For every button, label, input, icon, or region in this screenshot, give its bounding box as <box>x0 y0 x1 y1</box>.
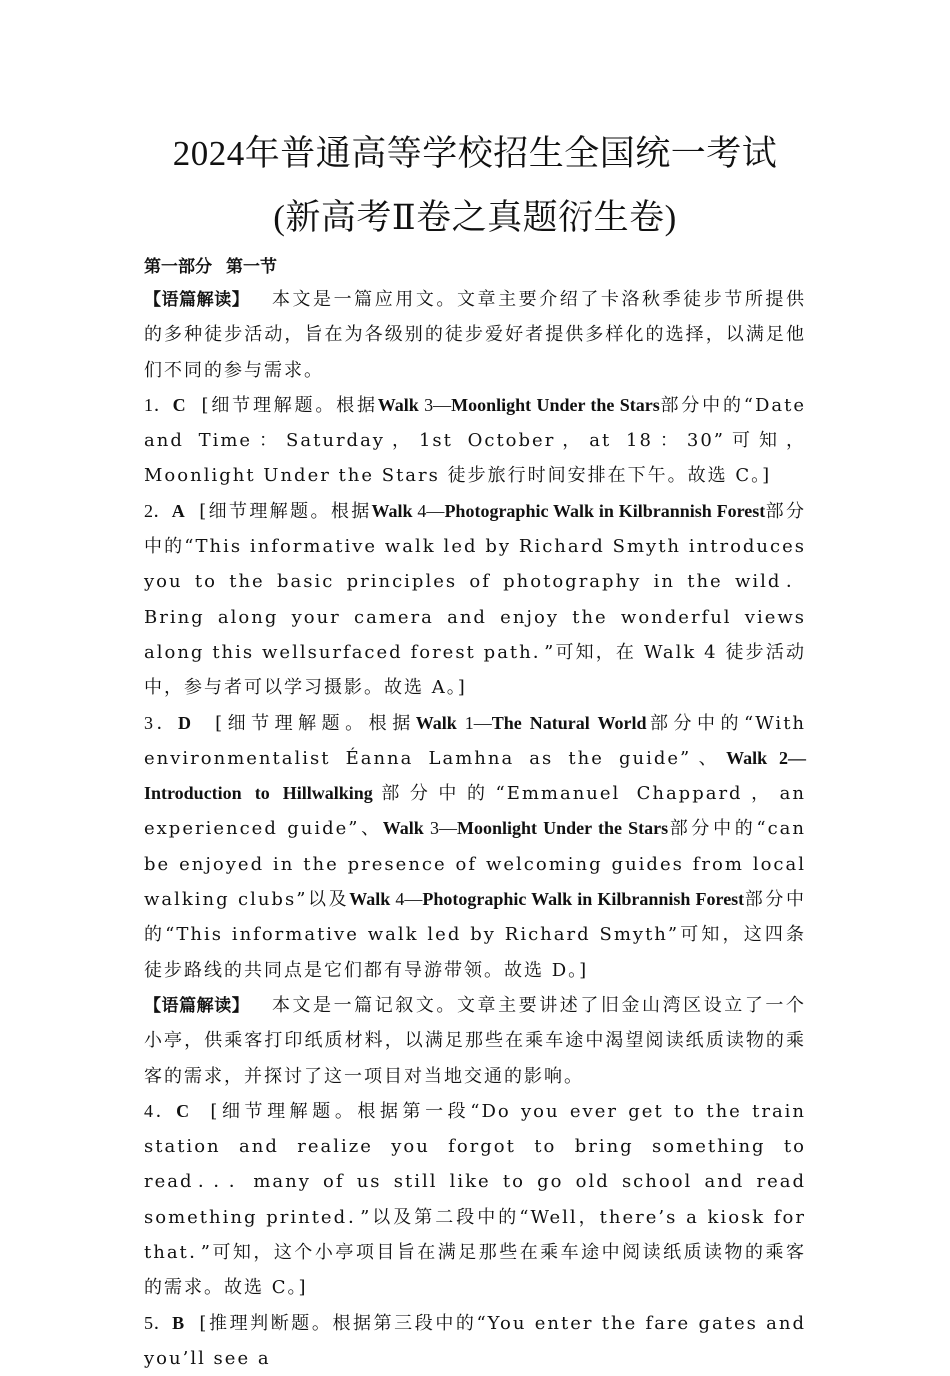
answer-q4 <box>144 1094 806 1306</box>
explanation-bold: Photographic Walk in Kilbrannish Forest <box>422 889 745 910</box>
summary-text: 本文是一篇记叙文。文章主要讲述了旧金山湾区设立了一个小亭，供乘客打印纸质材料，以满足那些在乘车途中渴望阅读纸质读物的乘客的需求，并探讨了这一项目对当地交通的影响。 <box>144 994 806 1087</box>
answer-letter: B <box>172 1312 185 1333</box>
explanation-text: 部分中的“Date and Time：Saturday，1st October，at 18：30”可知，Moonlight Under the Stars 徒步旅行时间安排在下午。故选 C。] <box>144 394 807 487</box>
explanation-bold: Walk <box>377 394 419 415</box>
explanation-text: 3— <box>418 394 452 415</box>
explanation-text: 4— <box>390 889 423 910</box>
explanation-text: [细节理解题。根据 <box>199 500 372 522</box>
explanation-text: 4— <box>412 500 445 521</box>
explanation-text: [推理判断题。根据第三段中的“You enter the fare gates and you’ll see a <box>144 1312 807 1369</box>
explanation-text: 3— <box>423 818 457 839</box>
answer-letter: D <box>178 712 192 733</box>
answer-q3 <box>144 706 806 988</box>
answer-letter: C <box>176 1100 190 1121</box>
answer-q5 <box>144 1306 806 1376</box>
section-part-label: 第一部分 <box>144 257 212 277</box>
explanation-text: [细节理解题。根据 <box>201 394 378 416</box>
summary-tag: 【语篇解读】 <box>144 995 250 1016</box>
explanation-text: [细节理解题。根据第一段“Do you ever get to the train station and realize you forgot to bring something to read．．．many of us still like to go old school and read something printed．”以及第二段中的“Well，there’s a kiosk for that．”可知，这个小亭项目旨在满足那些在乘车途中阅读纸质读物的乘客的需求。故选 C。] <box>144 1100 807 1299</box>
explanation-bold: Walk <box>382 818 424 839</box>
section-heading <box>144 252 277 277</box>
explanation-text: 部分中的“With environmentalist Éanna Lamhna as the guide”、 <box>144 712 807 769</box>
answer-body <box>144 282 806 1376</box>
explanation-bold: Moonlight Under the Stars <box>456 818 669 839</box>
summary-tag: 【语篇解读】 <box>144 290 250 310</box>
page-subtitle: (新高考Ⅱ卷之真题衍生卷) <box>273 198 677 237</box>
explanation-bold: Photographic Walk in Kilbrannish Forest <box>444 500 766 521</box>
explanation-text: 部分中的“can be enjoyed in the presence of welcoming guides from local walking clubs”以及 <box>144 818 806 911</box>
answer-q2 <box>144 494 806 706</box>
question-number: 2． <box>144 500 172 521</box>
passage-summary-2 <box>144 988 806 1094</box>
section-subpart-label: 第一节 <box>226 257 277 277</box>
question-number: 1． <box>144 394 173 415</box>
answer-q1 <box>144 388 806 494</box>
explanation-bold: Walk 2—Introduction to Hillwalking <box>144 747 806 804</box>
question-number: 5． <box>144 1312 173 1333</box>
question-number: 3． <box>144 712 179 733</box>
explanation-text: 1— <box>456 712 492 733</box>
explanation-bold: Walk <box>349 889 391 910</box>
explanation-text: 部分中的“Emmanuel Chappard，an experienced guide”、 <box>144 783 806 840</box>
page-title: 2024年普通高等学校招生全国统一考试 <box>172 134 778 173</box>
explanation-text: 部分中的“This informative walk led by Richard Smyth introduces you to the basic principles of photography in the wild． Bring along your camera and enjoy the wonderful views along this wellsurfaced forest path．”可知，在 Walk 4 徒步活动中，参与者可以学习摄影。故选 A。] <box>144 500 806 699</box>
explanation-text: [细节理解题。根据 <box>215 712 416 734</box>
explanation-text: 部分中的“This informative walk led by Richard Smyth”可知，这四条徒步路线的共同点是它们都有导游带领。故选 D。] <box>144 889 807 981</box>
explanation-bold: The Natural World <box>491 712 647 733</box>
passage-summary-1 <box>144 282 806 388</box>
answer-letter: C <box>172 394 186 415</box>
explanation-bold: Moonlight Under the Stars <box>451 394 660 415</box>
answer-letter: A <box>171 500 185 521</box>
question-number: 4． <box>144 1100 177 1121</box>
explanation-bold: Walk <box>415 712 457 733</box>
summary-text: 本文是一篇应用文。文章主要介绍了卡洛秋季徒步节所提供的多种徒步活动，旨在为各级别的徒步爱好者提供多样化的选择，以满足他们不同的参与需求。 <box>144 289 806 381</box>
explanation-bold: Walk <box>371 500 413 521</box>
